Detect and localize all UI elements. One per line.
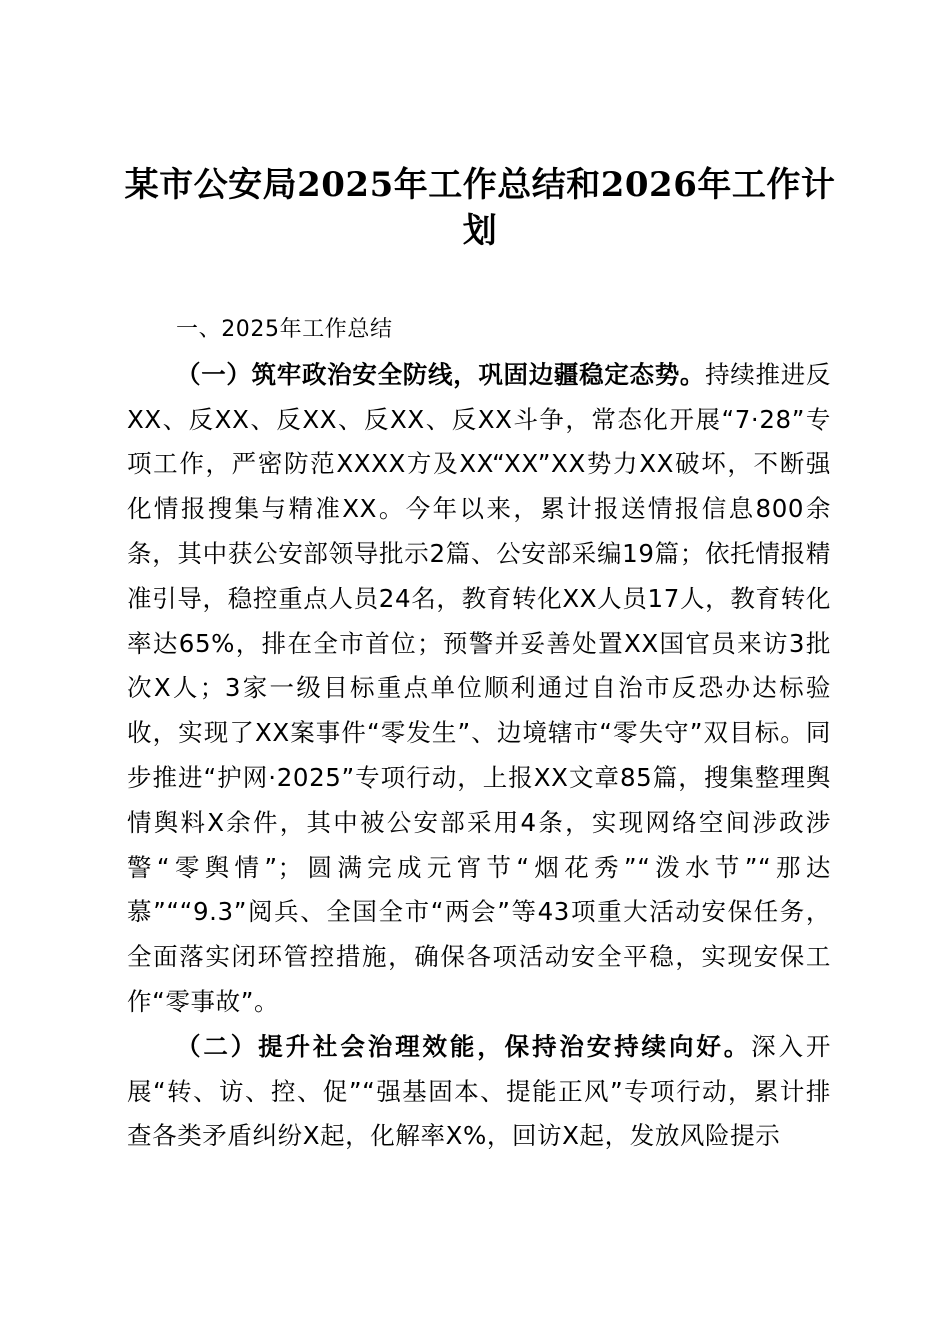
paragraph-1-lead: （一）筑牢政治安全防线，巩固边疆稳定态势。 <box>176 359 706 389</box>
document-body <box>127 308 831 1159</box>
paragraph-2-lead: （二）提升社会治理效能，保持治安持续向好。 <box>176 1031 752 1061</box>
paragraph-2-text: 深入开展“转、访、控、促”“强基固本、提能正风”专项行动，累计排查各类矛盾纠纷X起，化解率X%，回访X起，发放风险提示 <box>127 1031 831 1151</box>
document-title: 某市公安局2025年工作总结和2026年工作计划 <box>124 165 836 251</box>
paragraph-2 <box>127 1025 831 1159</box>
section-heading: 一、2025年工作总结 <box>176 317 393 342</box>
paragraph-1-text: 持续推进反XX、反XX、反XX、反XX、反XX斗争，常态化开展“7·28”专项工作，严密防范XXXX方及XX“XX”XX势力XX破坏，不断强化情报搜集与精准XX。今年以来，累计报送情报信息800余条，其中获公安部领导批示2篇、公安部采编19篇；依托情报精准引导，稳控重点人员24名，教育转化XX人员17人，教育转化率达65%，排在全市首位；预警并妥善处置XX国官员来访3批次X人；3家一级目标重点单位顺利通过自治市反恐办达标验收，实现了XX案事件“零发生”、边境辖市“零失守”双目标。同步推进“护网·2025”专项行动，上报XX文章85篇，搜集整理舆情舆料X余件，其中被公安部采用4条，实现网络空间涉政涉警“零舆情”；圆满完成元宵节“烟花秀”“泼水节”“那达慕”““9.3”阅兵、全国全市“两会”等43项重大活动安保任务，全面落实闭环管控措施，确保各项活动安全平稳，实现安保工作“零事故”。 <box>127 359 831 1016</box>
paragraph-1 <box>127 353 831 1025</box>
